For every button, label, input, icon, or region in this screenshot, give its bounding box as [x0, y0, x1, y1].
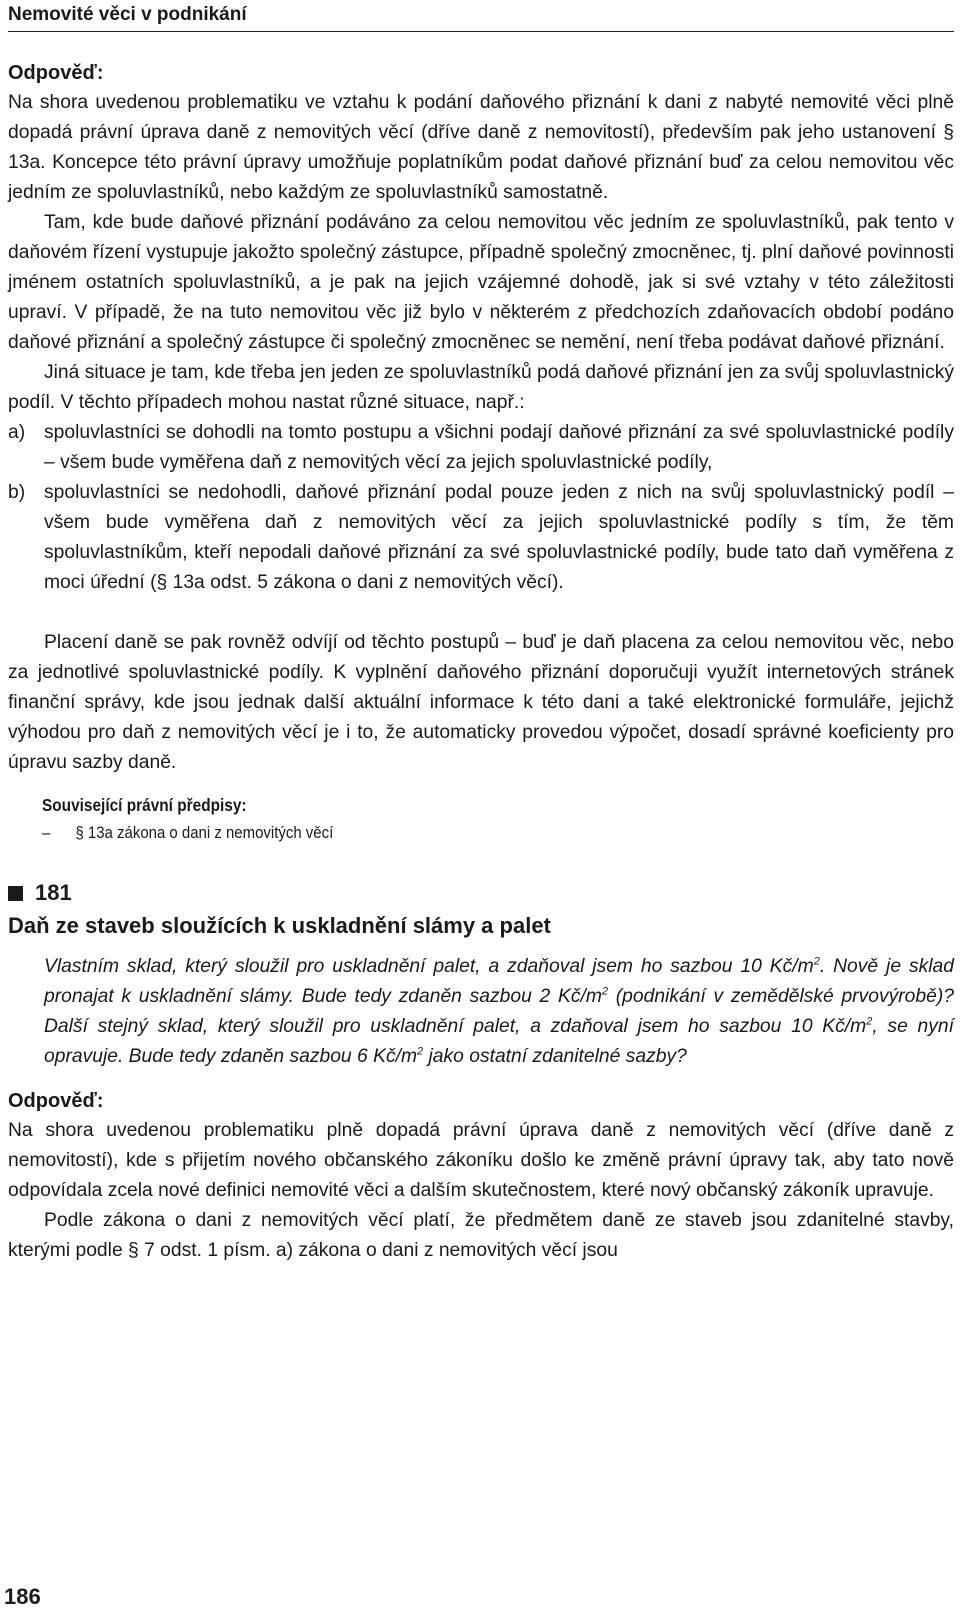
section-number-text: 181 — [35, 880, 72, 905]
question-fragment: . — [819, 956, 826, 977]
related-regulations-title: Související právní předpisy: — [42, 795, 247, 815]
question-fragment: , se nyní opravuje. Bude tedy zdaněn sazbou 6 Kč/m — [44, 1016, 954, 1067]
list-item-text: spoluvlastníci se nedohodli, daňové přiznání podal pouze jeden z nich na svůj spoluvlastnický podíl – všem bude vyměřena daň z nemovitých věcí za jejich spoluvlastnické podíly s tím, že těm spoluvlastníkům, kteří nepodali daňové přiznání za své spoluvlastnické podíly, bude tato daň vyměřena z moci úřední (§ 13a odst. 5 zákona o dani z nemovitých věcí). — [44, 482, 954, 593]
related-regulation-text: § 13a zákona o dani z nemovitých věcí — [75, 823, 334, 842]
section-title: Daň ze staveb sloužících k uskladnění slámy a palet — [8, 913, 551, 938]
square-bullet-icon — [8, 886, 23, 901]
running-header: Nemovité věci v podnikání — [8, 2, 954, 32]
question-fragment: Vlastním sklad, který sloužil pro uskladnění palet, a zdaňoval jsem ho sazbou 10 Kč/m — [44, 956, 814, 977]
list-item — [8, 478, 954, 598]
answer-heading: Odpověď: — [8, 62, 104, 84]
question-fragment: jako ostatní zdanitelné sazby? — [423, 1046, 687, 1067]
page-number: 186 — [4, 1584, 41, 1609]
answer-paragraph: Na shora uvedenou problematiku plně dopadá právní úprava daně z nemovitých věcí (dříve daně z nemovitostí), kde s přijetím nového občanského zákoníku došlo ke změně právní úpravy tak, aby tato nově odpovídala zcela nové definici nemovité věci a dalším skutečnostem, které nový občanský zákoník upravuje. — [8, 1120, 954, 1201]
superscript: 2 — [601, 985, 609, 998]
section-number — [8, 878, 954, 908]
answer-paragraph: Placení daně se pak rovněž odvíjí od těchto postupů – buď je daň placena za celou nemovitou věc, nebo za jednotlivé spoluvlastnické podíly. K vyplnění daňového přiznání doporučuji využít internetových stránek finanční správy, kde jsou jednak další aktuální informace k této dani a také elektronické formuláře, jejichž výhodou pro daň z nemovitých věcí je i to, že automaticky provedou výpočet, dosadí správné koeficienty pro úpravu sazby daně. — [8, 632, 954, 773]
question-text — [44, 952, 954, 1072]
question-fragment: Nově je sklad pronajat k uskladnění slámy. Bude tedy zdaněn sazbou 2 Kč/m — [44, 956, 954, 1007]
list-item-text: spoluvlastníci se dohodli na tomto postupu a všichni podají daňové přiznání za své spoluvlastnické podíly – všem bude vyměřena daň z nemovitých věcí za jejich spoluvlastnické podíly, — [44, 422, 954, 473]
page-content — [8, 58, 954, 1266]
dash-bullet: – — [42, 823, 51, 842]
question-fragment: (podnikání v zemědělské prvovýrobě)? Další stejný sklad, který sloužil pro uskladnění palet, a zdaňoval jsem ho sazbou 10 Kč/m — [44, 986, 954, 1037]
list-marker: a) — [8, 422, 26, 443]
related-regulation-item — [42, 820, 845, 846]
list-marker: b) — [8, 482, 26, 503]
answer-heading: Odpověď: — [8, 1090, 104, 1112]
answer-paragraph: Jiná situace je tam, kde třeba jen jeden ze spoluvlastníků podá daňové přiznání jen za svůj spoluvlastnický podíl. V těchto případech mohou nastat různé situace, např.: — [8, 362, 954, 413]
superscript: 2 — [417, 1045, 424, 1058]
situation-list — [8, 418, 954, 598]
superscript: 2 — [813, 955, 820, 968]
answer-paragraph: Tam, kde bude daňové přiznání podáváno za celou nemovitou věc jedním ze spoluvlastníků, pak tento v daňovém řízení vystupuje jakožto společný zástupce, případně společný zmocněnec, tj. plní daňové povinnosti jménem ostatních spoluvlastníků, a je pak na jejich vzájemné dohodě, jak si své vztahy v této záležitosti upraví. V případě, že na tuto nemovitou věc již bylo v některém z předchozích zdaňovacích období podáno daňové přiznání a společný zástupce či společný zmocněnec se nemění, není třeba podávat daňové přiznání. — [8, 212, 954, 353]
answer-paragraph: Na shora uvedenou problematiku ve vztahu k podání daňového přiznání k dani z nabyté nemovité věci plně dopadá právní úprava daně z nemovitých věcí (dříve daně z nemovitostí), především pak jeho ustanovení § 13a. Koncepce této právní úpravy umožňuje poplatníkům podat daňové přiznání buď za celou nemovitou věc jedním ze spoluvlastníků, nebo každým ze spoluvlastníků samostatně. — [8, 92, 954, 203]
superscript: 2 — [866, 1015, 873, 1028]
list-item — [8, 418, 954, 478]
question-block — [8, 952, 954, 1072]
answer-paragraph: Podle zákona o dani z nemovitých věcí platí, že předmětem daně ze staveb jsou zdanitelné stavby, kterými podle § 7 odst. 1 písm. a) zákona o dani z nemovitých věcí jsou — [8, 1210, 954, 1261]
